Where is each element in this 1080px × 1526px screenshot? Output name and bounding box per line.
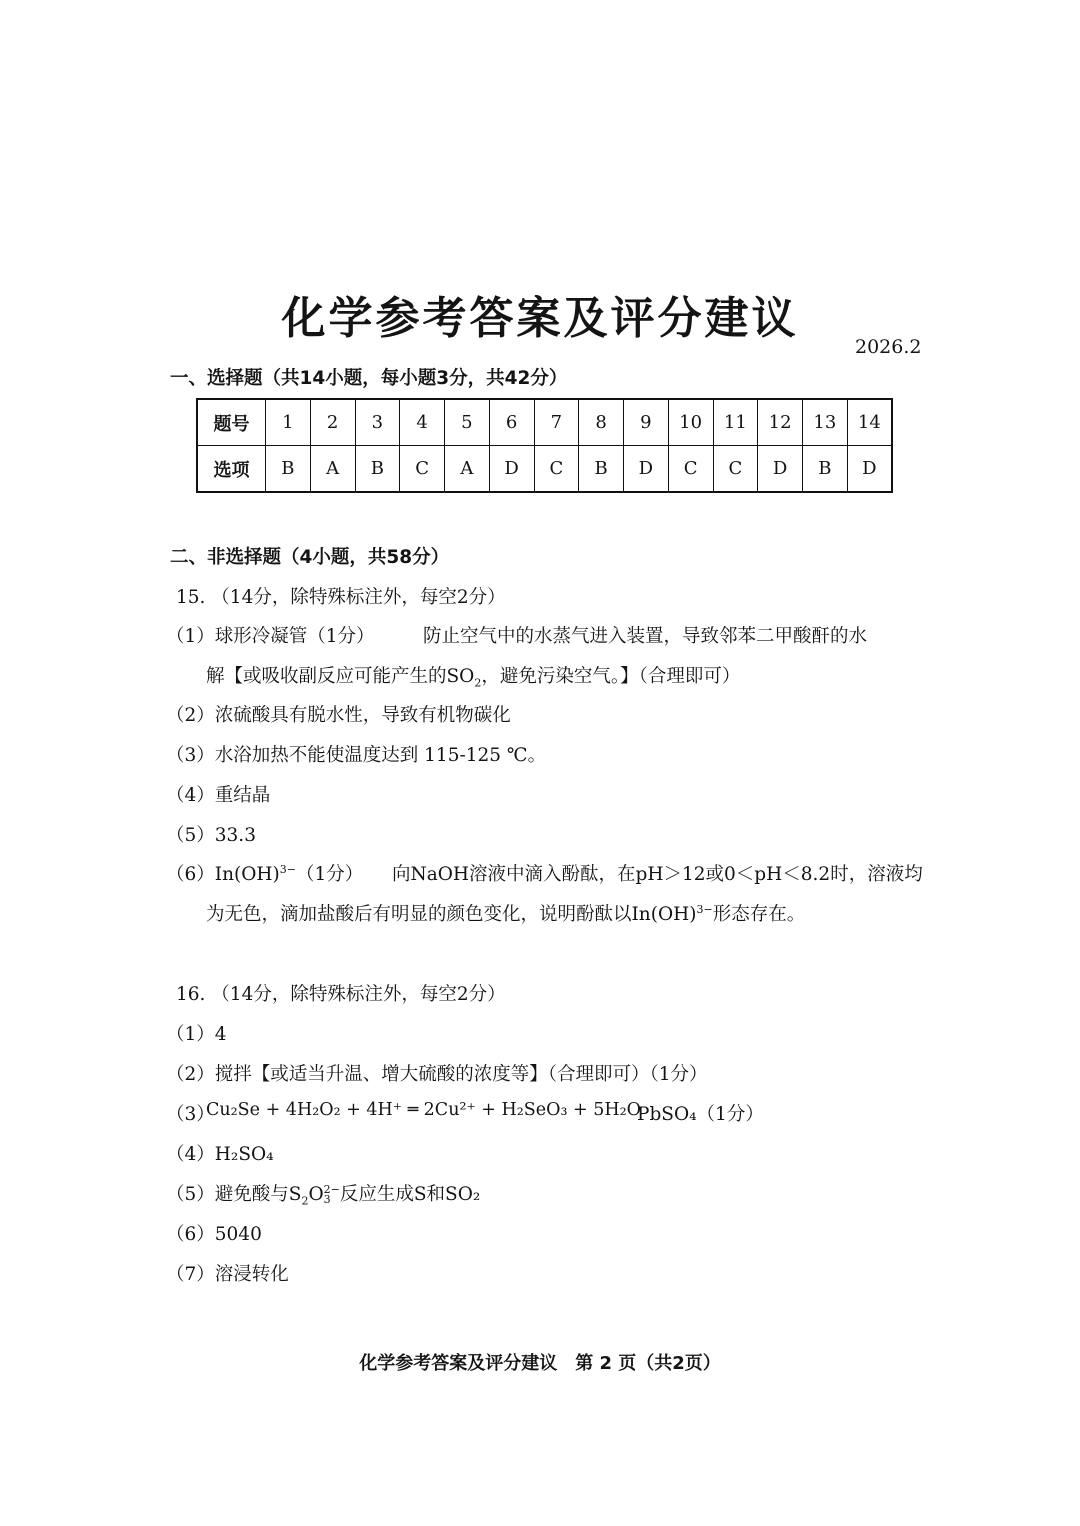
q15-a1-label: （1）球形冷凝管（1分） (166, 626, 375, 647)
answer-cell: A (445, 446, 490, 493)
q16-a2: （2）搅拌【或适当升温、增大硫酸的浓度等】（合理即可）（1分） (166, 1064, 708, 1085)
answer-cell: C (534, 446, 579, 493)
question-number: 10 (668, 399, 713, 446)
q16-a4: （4）H₂SO₄ (166, 1144, 274, 1165)
answer-cell: B (579, 446, 624, 493)
section2-heading: 二、非选择题（4小题，共58分） (170, 547, 450, 568)
q15-header: 15. （14分，除特殊标注外，每空2分） (176, 587, 506, 608)
row-label-number: 题号 (197, 399, 266, 446)
answer-table (196, 398, 893, 493)
text-part: 形态存在。 (712, 904, 806, 925)
q15-a6-continuation (206, 900, 805, 926)
answer-cell: A (310, 446, 355, 493)
text-part: 解【或吸收副反应可能产生的SO (206, 666, 475, 687)
q16-a5 (166, 1180, 480, 1208)
text-part: 反应生成S和SO₂ (339, 1184, 481, 1205)
question-number: 13 (803, 399, 848, 446)
document-date: 2026.2 (855, 336, 922, 358)
answer-cell: B (266, 446, 311, 493)
superscript: 3− (279, 862, 296, 876)
q15-a2: （2）浓硫酸具有脱水性，导致有机物碳化 (166, 705, 511, 726)
answer-cell: B (803, 446, 848, 493)
question-number: 5 (445, 399, 490, 446)
answer-cell: C (713, 446, 758, 493)
q16-a6: （6）5040 (166, 1224, 262, 1245)
answer-cell: D (847, 446, 892, 493)
question-number: 11 (713, 399, 758, 446)
answer-cell: C (668, 446, 713, 493)
q15-a1-text: 防止空气中的水蒸气进入装置，导致邻苯二甲酸酐的水 (423, 626, 868, 647)
section1-heading: 一、选择题（共14小题，每小题3分，共42分） (170, 368, 568, 389)
question-number: 14 (847, 399, 892, 446)
answer-cell: D (624, 446, 669, 493)
question-number: 4 (400, 399, 445, 446)
q16-a7: （7）溶浸转化 (166, 1264, 289, 1285)
question-number: 2 (310, 399, 355, 446)
answer-cell: B (355, 446, 400, 493)
question-number: 9 (624, 399, 669, 446)
text-part: （6）In(OH) (166, 864, 280, 885)
question-number: 3 (355, 399, 400, 446)
text-part: 为无色，滴加盐酸后有明显的颜色变化，说明酚酞以In(OH) (206, 904, 697, 925)
text-part: （5）避免酸与S (166, 1184, 302, 1205)
q15-a6-text: 向NaOH溶液中滴入酚酞，在pH＞12或0＜pH＜8.2时，溶液均 (392, 864, 923, 885)
q16-a1: （1）4 (166, 1024, 227, 1045)
q16-a3-equation: Cu₂Se + 4H₂O₂ + 4H⁺ ═ 2Cu²⁺ + H₂SeO₃ + 5H₂O (206, 1100, 642, 1120)
subscript: 2 (301, 1194, 309, 1208)
answer-cell: C (400, 446, 445, 493)
text-part: ，避免污染空气。】（合理即可） (481, 666, 741, 687)
ion-charge-stack (324, 1185, 340, 1205)
row-label-option: 选项 (197, 446, 266, 493)
answer-cell: D (758, 446, 803, 493)
q16-a3-extra: PbSO₄（1分） (637, 1104, 764, 1125)
q15-a3: （3）水浴加热不能使温度达到 115-125 ℃。 (166, 745, 547, 766)
q15-a6-label (166, 860, 363, 886)
question-number: 6 (489, 399, 534, 446)
question-number: 8 (579, 399, 624, 446)
superscript: 2− (323, 1183, 340, 1196)
question-number: 12 (758, 399, 803, 446)
subscript: 2 (474, 676, 482, 690)
q15-a5: （5）33.3 (166, 825, 256, 846)
text-part: （1分） (295, 864, 364, 885)
q16-a3-label: （3） (166, 1104, 215, 1125)
superscript: 3− (696, 902, 713, 916)
page-title: 化学参考答案及评分建议 (281, 293, 799, 344)
subscript: 3 (323, 1193, 331, 1206)
table-row-numbers (197, 399, 892, 446)
answer-cell: D (489, 446, 534, 493)
page-footer: 化学参考答案及评分建议 第 2 页（共2页） (359, 1353, 721, 1374)
text-part: O (308, 1184, 324, 1205)
q15-a4: （4）重结晶 (166, 785, 271, 806)
question-number: 1 (266, 399, 311, 446)
q16-header: 16. （14分，除特殊标注外，每空2分） (176, 984, 506, 1005)
q15-a1-continuation (206, 662, 740, 690)
table-row-answers (197, 446, 892, 493)
question-number: 7 (534, 399, 579, 446)
